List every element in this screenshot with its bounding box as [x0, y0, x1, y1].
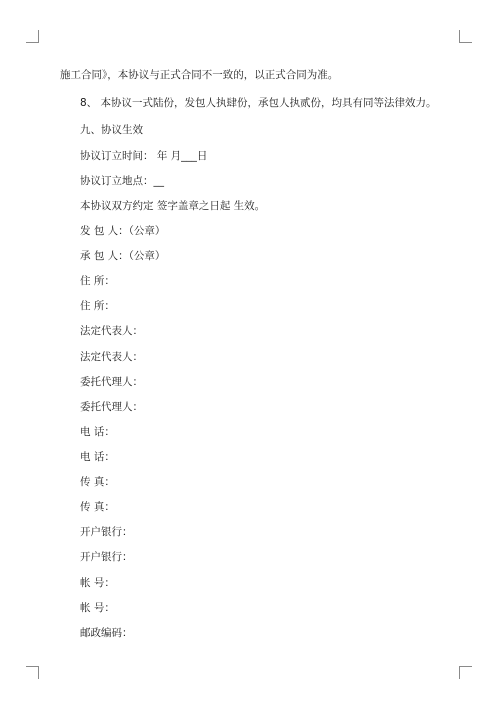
field-label-bank: 开户银行： [80, 526, 133, 538]
field-label-address: 住 所： [80, 275, 115, 287]
field-label-account-number: 帐 号： [80, 577, 115, 589]
field-label-account-number: 帐 号： [80, 602, 115, 614]
field-label-bank: 开户银行： [80, 551, 133, 563]
corner-mark-top-left [26, 30, 39, 43]
corner-mark-top-right [459, 30, 472, 43]
corner-mark-bottom-left [26, 666, 39, 679]
field-label-address: 住 所： [80, 300, 115, 312]
field-label-fax: 传 真： [80, 476, 115, 488]
field-label-phone: 电 话： [80, 451, 115, 463]
field-label-legal-representative: 法定代表人： [80, 325, 143, 337]
corner-mark-bottom-right [459, 666, 472, 679]
text-line-signing-place: 协议订立地点：__ [80, 175, 164, 187]
text-line-signing-time: 协议订立时间： 年 月___日 [80, 150, 208, 162]
field-label-authorized-agent: 委托代理人： [80, 401, 143, 413]
text-line-contract-clause: 施工合同》，本协议与正式合同不一致的，以正式合同为准。 [60, 69, 339, 81]
field-label-postal-code: 邮政编码： [80, 627, 133, 639]
field-label-phone: 电 话： [80, 426, 115, 438]
text-line-copies-clause: 8、 本协议一式陆份，发包人执肆份，承包人执贰份，均具有同等法律效力。 [80, 97, 437, 109]
field-label-legal-representative: 法定代表人： [80, 351, 143, 363]
text-line-effective-date: 本协议双方约定 签字盖章之日起 生效。 [80, 200, 266, 212]
field-label-fax: 传 真： [80, 501, 115, 513]
field-label-employer: 发 包 人：（公章） [80, 225, 166, 237]
field-label-contractor: 承 包 人：（公章） [80, 250, 166, 262]
field-label-authorized-agent: 委托代理人： [80, 376, 143, 388]
section-heading-effectiveness: 九、协议生效 [80, 124, 143, 136]
